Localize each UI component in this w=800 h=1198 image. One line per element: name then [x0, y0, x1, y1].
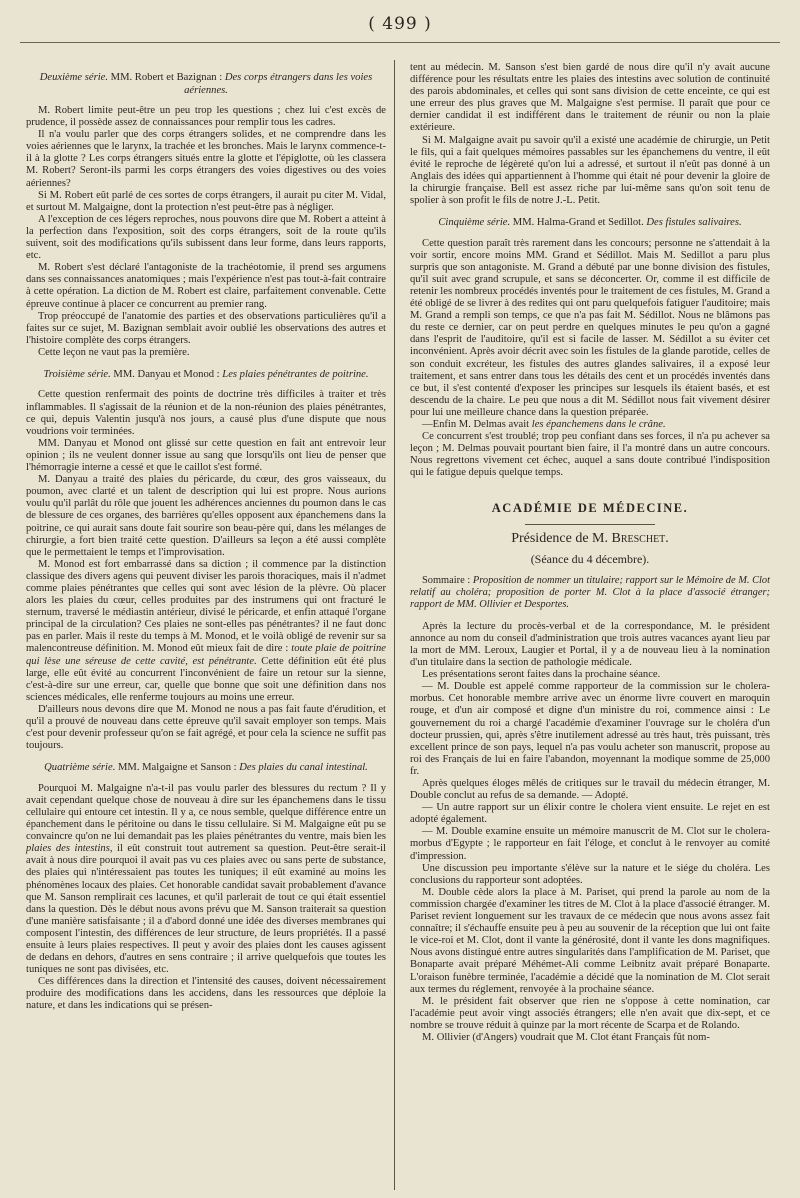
paragraph: D'ailleurs nous devons dire que M. Monod ne nous a pas fait faute d'érudition, et qu'il a prouvé de nouveau dans cette épreuve qu'il savait employer son temps. Mais c'est pour devenir professeur qu'on se fait agrégé, et pour cela la science ne suffit pas toujours.	[26, 703, 386, 752]
paragraph: M. Ollivier (d'Angers) voudrait que M. Clot étant Français fût nom-	[422, 1031, 710, 1043]
series-topic: Les plaies pénétrantes de poitrine.	[222, 368, 369, 380]
seance-date: (Séance du 4 décembre).	[530, 551, 650, 566]
delmas-topic: les épanchemens dans le crâne.	[531, 419, 666, 431]
paragraph: Les présentations seront faites dans la prochaine séance.	[422, 669, 661, 681]
paragraph: A l'exception de ces légers reproches, nous pouvons dire que M. Robert a atteint à la perfection dans l'exposition, soit des corps étrangers, soit de la route qu'ils suivent, soit des modifications qu'ils subissent dans leur forme, dans leurs rapports, etc.	[26, 213, 386, 262]
paragraph: M. Robert s'est déclaré l'antagoniste de la trachéotomie, il prend ses argumens dans ses connaissances anatomiques ; mais l'expérience n'est pas tout-à-fait contraire à cette opération. La diction de M. Robert est claire, parfaitement convenable. Cette épreuve continue à placer ce concurrent au premier rang.	[26, 262, 386, 310]
section-heading-third-series	[26, 369, 386, 382]
academy-rule	[525, 524, 655, 525]
paragraph: Trop préoccupé de l'anatomie des parties et des observations particulières qu'il a faites sur ce sujet, M. Bazignan semblait avoir oublié les observations des autres et l'histoire complète des corps étrangers.	[26, 310, 386, 346]
inline-italic: plaies des intestins	[26, 843, 110, 855]
paragraph-with-definition	[26, 559, 386, 704]
paragraph-text: Peut-être serait-il avait à nous dire pourquoi il avait pas vu ces plaies avec ou sans perte de substance, des plaies qui n'intéressaient pas toutes les tuniques; il eût examiné au moins les phénomènes locaux des plaies. Cet honorable candidat savait probablement d'avance que M. Sanson remplirait ces lacunes, et qu'il parlerait de tout ce qui était essentiel dans la question. Dès le début nous avons prévu que M. Sanson traiterait sa question d'une manière satisfaisante ; il a d'abord donné une idée des diverses membranes qui composent l'intestin, des différences de leur structure, de leurs propriétés. Il a passé ensuite à leurs plaies respectives. Il peut y avoir des plaies dont les causes agissent de dedans en dehors, d'autres en sens contraire ; il arrive quelquefois que toutes les tuniques ne sont pas divisées, etc.	[26, 843, 387, 976]
paragraph-text: Cette définition eût été plus large, elle eût évité au concurrent l'inconvénient de faire un retour sur la sienne, c'est-à-dire sur une erreur, car, quelle que bonne que soit une définition dans nos sciences médicales, elle renferme toujours au moins une erreur.	[26, 655, 386, 703]
paragraph: Une discussion peu importante s'élève sur la nature et le siége du choléra. Les conclusions du rapporteur sont adoptées.	[410, 862, 770, 886]
summary-label: Sommaire :	[422, 574, 471, 586]
paragraph-text: , il eût construit tout autrement sa question.	[109, 843, 307, 855]
section-heading-second-series	[26, 72, 386, 97]
paragraph: Si M. Malgaigne avait pu savoir qu'il a existé une académie de chirurgie, un Petit le fils, qui a fait quelques mémoires passables sur les épanchemens du ventre, il eût évité le reproche de légèreté qu'on lui a adressé, et surtout il n'eût pas donné à un Anglais des idées qui appartiennent à l'homme qui était né pour devenir la gloire de la chirurgie française. Bell est assez riche par lui-même sans qu'on soit tenu de spolier à son profit le fils de notre J.-L. Petit.	[410, 134, 770, 207]
series-topic: Des corps étrangers dans les voies aériennes.	[184, 72, 373, 96]
paragraph: Cette question paraît très rarement dans les concours; personne ne s'attendait à la voir sortir, encore moins MM. Grand et Sédillot. Mais M. Sedillot a paru plus surpris que son antagoniste. M. Grand a débuté par une bonne division des fistules, qu'il suit avec grand scrupule, et sans se déconcerter. Or, comme il est difficile de retenir les nombreux procédés inventés pour le traitement de ces fistules, M. Grand a été obligé de se livrer à des redites qui ont paru quelquefois fatiguer l'auditoire; mais M. Grand a rempli son temps, ce que n'a pas fait M. Sédillot. Nous ne blâmons pas du reste ce dernier, car on peut perdre en quelques minutes le peu qu'on a gagné dans l'esprit de l'auditoire, qu'il est si facile de lasser. M. Sédillot a su éviter cet inconvénient. Après avoir décrit avec soin les fistules de la glande parotide, celles de son conduit excréteur, les fistules des autres glandes salivaires, il a exposé leur traitement, et sans entrer dans tous les détails des cent et un procédés inventés dans ce but, il s'est contenté d'exposer les principes sur lesquels ils étaient basés, et est descendu de la chaire. Le peu que nous a dit M. Sédillot nous fait vivement désirer pour lui une meilleure chance dans la question préparée.	[410, 237, 770, 418]
section-heading-fifth-series	[410, 217, 770, 230]
paragraph: Il n'a voulu parler que des corps étrangers solides, et ne comprendre dans les voies aériennes que le larynx, la trachée et les bronches. Mais le larynx commence-t-il à la glotte ? Les corps étrangers situés entre la glotte et l'épiglotte, où les classera M. Robert? Seront-ils parmi les corps étrangers des voies digestives ou des voies aériennes?	[26, 129, 386, 189]
paragraph: — Un autre rapport sur un élixir contre le cholera vient ensuite. Le rejet en est adopté également.	[410, 802, 770, 826]
paragraph-text: Pourquoi M. Malgaigne n'a-t-il pas voulu parler des blessures du rectum ? Il y avait cependant quelque chose de nouveau à dire sur les épanchemens dans le tissu cellulaire qui entoure cet intestin. Il y a, ce nous semble, quelque différence entre un épanchement dans le péritoine ou dans le tissu cellulaire. Si M. Malgaigne eût pu se convaincre qu'on ne lui demandait pas les plaies pénétrantes du ventre, mais bien les	[26, 782, 386, 843]
series-topic: Des fistules salivaires.	[646, 217, 742, 229]
top-rule	[20, 42, 780, 43]
series-names: MM. Danyau et Monod :	[113, 368, 220, 380]
paragraph: Après quelques éloges mêlés de critiques sur le travail du médecin étranger, M. Double conclut au refus de sa demande. — Adopté.	[410, 778, 770, 802]
paragraph-text: M. Monod est fort embarrassé dans sa diction ; il commence par la distinction classique des divers agens qui peuvent diviser les parois thoraciques, mais il n'admet comme plaies pénétrantes que celles qui sont avec lésion de la plèvre. Où placer alors les plaies du cœur, celles produites par des instrumens qui ont fracturé le sternum, traversé le médiastin antérieur, divisé le péricarde, et enfin attaqué l'organe principal de la circulation? Ces plaies ne sont-elles pas pénétrantes? il ne faut donc pas en parler. Mais il reste du temps à M. Monod, et le voilà obligé de revenir sur sa malencontreuse définition. M. Monod eût mieux fait de dire :	[26, 558, 386, 655]
paragraph: — M. Double examine ensuite un mémoire manuscrit de M. Clot sur le cholera-morbus d'Egypte ; le rapporteur en fait l'éloge, et conclut à le renvoyer au comité d'impression.	[410, 826, 770, 862]
column-divider	[394, 60, 395, 1190]
series-label: Cinquième série.	[438, 217, 511, 229]
series-label: Deuxième série.	[39, 72, 108, 83]
definition-quote: toute plaie de poitrine qui lèse une séreuse de cette cavité, est pénétrante.	[26, 643, 386, 667]
paragraph: M. le président fait observer que rien ne s'oppose à cette nomination, car l'académie peut avoir vingt associés étrangers; elle n'en avait que dix-sept, et ce nombre se trouve réduit à quinze par la mort récente de Scarpa et de Rolando.	[410, 995, 770, 1031]
section-heading-fourth-series	[26, 762, 386, 775]
paragraph: Si M. Robert eût parlé de ces sortes de corps étrangers, il aurait pu citer M. Vidal, et surtout M. Malgaigne, dont la protection n'est peut-être pas à négliger.	[26, 189, 386, 213]
presidence-line	[410, 530, 770, 546]
presidence-prefix: Présidence de M.	[511, 530, 608, 546]
series-names: MM. Malgaigne et Sanson :	[118, 762, 237, 774]
paragraph: — M. Double est appelé comme rapporteur de la commission sur le cholera-morbus. Cet honorable membre arrive avec un énorme livre couvert en maroquin rouge, et d'un air composé et digne d'un ministre du roi, commence ainsi : Le gouvernement du roi a chargé l'académie d'examiner l'ouvrage sur le choléra d'un docteur prussien, qui, après s'être inutilement adressé au très haut, très puissant, très excellent prince de son pays, lequel n'a pas voulu acheter son manuscrit, propose au roi des Français de lui en faire l'abandon, moyennant la modique somme de 25,000 fr.	[410, 681, 770, 777]
summary-text: Proposition de nommer un titulaire; rapport sur le Mémoire de M. Clot relatif au choléra; proposition de porter M. Clot à la place d'associé étranger; rapport de MM. Ollivier et Desportes.	[410, 574, 770, 610]
series-label: Quatrième série.	[44, 762, 116, 774]
page-number: ( 499 )	[368, 14, 432, 34]
series-topic: Des plaies du canal intestinal.	[239, 762, 368, 774]
presidence-name: Breschet.	[611, 530, 669, 546]
series-names: MM. Robert et Bazignan :	[110, 72, 223, 83]
series-names: MM. Halma-Grand et Sedillot.	[512, 217, 644, 229]
paragraph-delmas	[410, 419, 770, 431]
series-label: Troisième série.	[43, 368, 111, 380]
paragraph: Cette question renfermait des points de doctrine très difficiles à traiter et très inflammables. Il s'agissait de la réunion et de la non-réunion des plaies pénétrantes, ce qui, depuis Valentin jusqu'à nos jours, a causé plus d'une dispute que nous voudrions voir terminées.	[26, 389, 386, 437]
paragraph: Ce concurrent s'est troublé; trop peu confiant dans ses forces, il n'a pu achever sa leçon ; M. Delmas pouvait pourtant bien faire, il l'a montré dans un autre concours. Nous regrettons vivement cet échec, auquel a sans doute contribué l'indisposition qui le fatigue depuis quelque temps.	[410, 431, 770, 479]
paragraph: Ces différences dans la direction et l'intensité des causes, doivent nécessairement produire des modifications dans les accidens, dans les ressources que déploie la nature, et dans les indications qui se présen-	[26, 976, 386, 1012]
paragraph: M. Double cède alors la place à M. Pariset, qui prend la parole au nom de la commission chargée d'examiner les titres de M. Clot à la place d'associé étranger. M. Pariset revient longuement sur les travaux de ce médecin que nous avons assez fait connaître; il s'échauffe ensuite peu à peu au souvenir de la réception que lui ont faite le vice-roi et M. Clot, dont il vante la générosité, dont il vante les dons magnifiques. Nous avons distingué entre autres singularités dans l'amplification de M. Pariset, que Bonaparte avait préparé Méhémet-Ali comme Leibnitz avait préparé Bonaparte. L'oraison funèbre terminée, l'académie a décidé que la nomination de M. Clot serait aux termes du réglement, renvoyée à la prochaine séance.	[410, 886, 770, 995]
left-column	[26, 62, 386, 1013]
paragraph: M. Danyau a traité des plaies du péricarde, du cœur, des gros vaisseaux, du poumon, avec clarté et un talent de description qui lui est propre. Nous aurions voulu qu'il parlât du rôle que jouent les adhérences anciennes du poumon dans le cas de blessure de ces organes, des barrières qu'elles opposent aux épanchemens dans la poitrine, ce qui aurait sans doute fait sourire son beau-père qui, dans les mélanges de chirurgie, a fort bien traité cette question. D'ailleurs sa leçon a été aussi complète que le permettaient le temps et l'improvisation.	[26, 474, 386, 558]
academy-title: ACADÉMIE DE MÉDECINE.	[491, 500, 689, 515]
paragraph: MM. Danyau et Monod ont glissé sur cette question en fait ant entrevoir leur opinion ; ils ne veulent donner issue au sang que lorsqu'ils ont lieu de penser que l'hémorragie interne a cessé et que le caillot s'est formé.	[26, 437, 386, 474]
paragraph: Cette leçon ne vaut pas la première.	[38, 346, 190, 358]
paragraph: Après la lecture du procès-verbal et de la correspondance, M. le président annonce au nom du conseil d'administration que trois autres vacances ayant lieu par la mort de MM. Leroux, Laugier et Portal, il y a de nouveau lieu à la nomination d'un titulaire dans la section de pathologie médicale.	[410, 620, 770, 669]
paragraph-text: —Enfin M. Delmas avait	[422, 419, 530, 431]
paragraph: tent au médecin. M. Sanson s'est bien gardé de nous dire qu'il n'y avait aucune différence pour les résultats entre les plaies des intestins avec solution de continuité des parois abdominales, et celles qui sont sans division de cette enceinte, ce qui est une erreur des plus graves que M. Malgaigne s'est permise. Il paraît que pour ce dernier candidat il est indifférent dans le traitement de réunir ou non la plaie extérieure.	[410, 62, 770, 134]
summary	[410, 575, 770, 611]
paragraph: M. Robert limite peut-être un peu trop les questions ; chez lui c'est excès de prudence, il possède assez de connaissances pour remplir tous les cadres.	[26, 105, 386, 129]
right-column	[410, 62, 770, 1044]
paragraph-with-inline-italic	[26, 783, 386, 977]
